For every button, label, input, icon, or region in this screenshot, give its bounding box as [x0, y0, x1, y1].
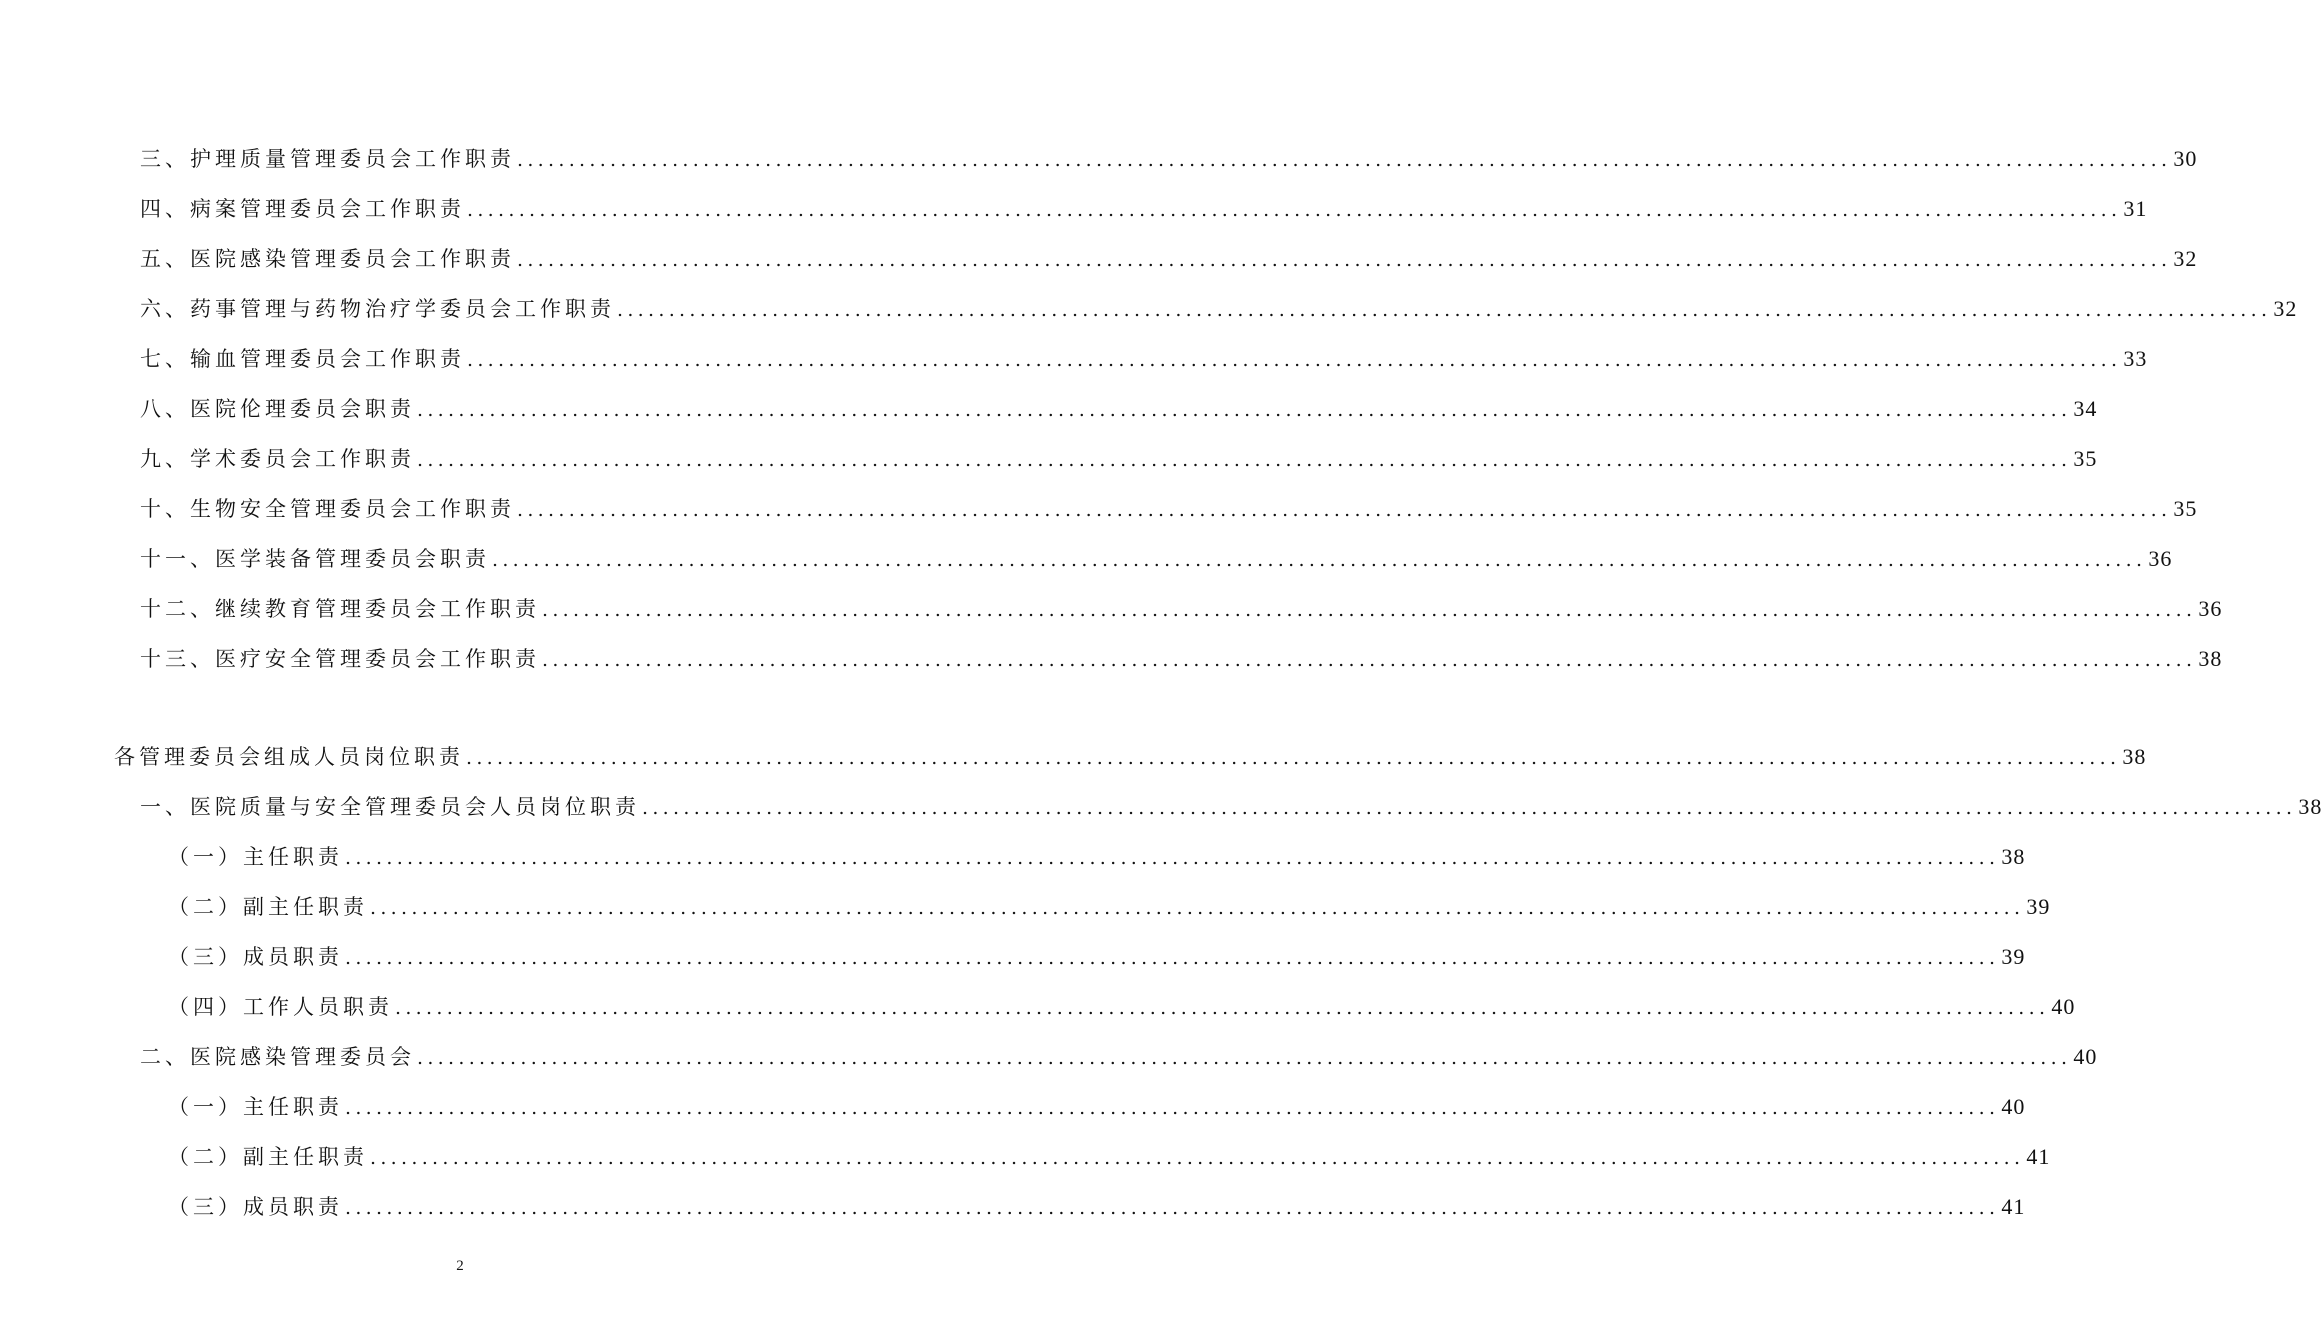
toc-entry[interactable]: [140, 534, 2173, 571]
toc-entry-title: 十一、医学装备管理委员会职责: [140, 547, 490, 571]
leader-dots: ................................................................................................................................................................: [467, 199, 2122, 221]
toc-entry[interactable]: [140, 134, 2198, 171]
toc-entry-page: 32: [2173, 246, 2198, 271]
leader-dots: ................................................................................................................................................................: [417, 1047, 2072, 1069]
toc-entry-title: 三、护理质量管理委员会工作职责: [140, 147, 515, 171]
toc-entry-title: 八、医院伦理委员会职责: [140, 397, 415, 421]
leader-dots: ................................................................................................................................................................: [542, 649, 2197, 671]
toc-entry[interactable]: [140, 334, 2148, 371]
toc-entry-title: （一）主任职责: [168, 845, 343, 869]
toc-entry-page: 38: [2001, 844, 2026, 869]
toc-entry-title: （二）副主任职责: [168, 1145, 368, 1169]
leader-dots: ................................................................................................................................................................: [345, 1197, 2000, 1219]
toc-entry[interactable]: [140, 782, 2322, 819]
toc-entry-page: 41: [2026, 1144, 2051, 1169]
toc-entry-title: 七、输血管理委员会工作职责: [140, 347, 465, 371]
leader-dots: ................................................................................................................................................................: [517, 249, 2172, 271]
toc-entry-title: 各管理委员会组成人员岗位职责: [114, 745, 464, 769]
toc-entry-page: 35: [2173, 496, 2198, 521]
toc-entry-title: （一）主任职责: [168, 1095, 343, 1119]
toc-entry-page: 38: [2298, 794, 2322, 819]
toc-entry-title: 二、医院感染管理委员会: [140, 1045, 415, 1069]
toc-entry-page: 30: [2173, 146, 2198, 171]
toc-subentry[interactable]: [168, 1132, 2051, 1169]
toc-entry[interactable]: [140, 284, 2298, 321]
toc-entry-title: 四、病案管理委员会工作职责: [140, 197, 465, 221]
leader-dots: ................................................................................................................................................................: [642, 797, 2297, 819]
toc-subentry[interactable]: [168, 1082, 2026, 1119]
leader-dots: ................................................................................................................................................................: [542, 599, 2197, 621]
toc-entry-page: 34: [2073, 396, 2098, 421]
page-number: 2: [456, 1258, 464, 1274]
toc-entry-page: 35: [2073, 446, 2098, 471]
toc-entry-page: 40: [2051, 994, 2076, 1019]
toc-entry[interactable]: [140, 434, 2098, 471]
leader-dots: ................................................................................................................................................................: [370, 1147, 2025, 1169]
toc-entry-title: （二）副主任职责: [168, 895, 368, 919]
leader-dots: ................................................................................................................................................................: [345, 1097, 2000, 1119]
leader-dots: ................................................................................................................................................................: [466, 747, 2121, 769]
toc-entry-page: 40: [2001, 1094, 2026, 1119]
toc-entry[interactable]: [140, 234, 2198, 271]
toc-entry-page: 38: [2122, 744, 2147, 769]
toc-entry-page: 32: [2273, 296, 2298, 321]
toc-subentry[interactable]: [168, 1182, 2026, 1219]
toc-entry-title: 一、医院质量与安全管理委员会人员岗位职责: [140, 795, 640, 819]
leader-dots: ................................................................................................................................................................: [492, 549, 2147, 571]
toc-entry-page: 38: [2198, 646, 2223, 671]
toc-entry-page: 41: [2001, 1194, 2026, 1219]
toc-entry-title: 十二、继续教育管理委员会工作职责: [140, 597, 540, 621]
toc-entry[interactable]: [140, 184, 2148, 221]
toc-entry[interactable]: [140, 584, 2223, 621]
toc-entry-page: 39: [2026, 894, 2051, 919]
toc-entry-title: （三）成员职责: [168, 945, 343, 969]
toc-subentry[interactable]: [168, 832, 2026, 869]
leader-dots: ................................................................................................................................................................: [467, 349, 2122, 371]
toc-entry-title: （三）成员职责: [168, 1195, 343, 1219]
leader-dots: ................................................................................................................................................................: [517, 149, 2172, 171]
toc-entry[interactable]: [140, 484, 2198, 521]
toc-subentry[interactable]: [168, 882, 2051, 919]
toc-subentry[interactable]: [168, 932, 2026, 969]
toc-entry-page: 33: [2123, 346, 2148, 371]
toc-entry-title: 十、生物安全管理委员会工作职责: [140, 497, 515, 521]
toc-entry-title: 九、学术委员会工作职责: [140, 447, 415, 471]
leader-dots: ................................................................................................................................................................: [417, 449, 2072, 471]
toc-entry[interactable]: [140, 384, 2098, 421]
toc-subentry[interactable]: [168, 982, 2076, 1019]
leader-dots: ................................................................................................................................................................: [395, 997, 2050, 1019]
toc-entry-page: 31: [2123, 196, 2148, 221]
toc-entry-page: 36: [2148, 546, 2173, 571]
toc-section-heading[interactable]: [114, 732, 2147, 769]
toc-entry-title: 五、医院感染管理委员会工作职责: [140, 247, 515, 271]
leader-dots: ................................................................................................................................................................: [370, 897, 2025, 919]
toc-entry-page: 40: [2073, 1044, 2098, 1069]
toc-entry[interactable]: [140, 634, 2223, 671]
leader-dots: ................................................................................................................................................................: [517, 499, 2172, 521]
leader-dots: ................................................................................................................................................................: [617, 299, 2272, 321]
toc-entry[interactable]: [140, 1032, 2098, 1069]
toc-entry-page: 36: [2198, 596, 2223, 621]
toc-entry-title: 十三、医疗安全管理委员会工作职责: [140, 647, 540, 671]
leader-dots: ................................................................................................................................................................: [417, 399, 2072, 421]
toc-entry-title: 六、药事管理与药物治疗学委员会工作职责: [140, 297, 615, 321]
toc-entry-page: 39: [2001, 944, 2026, 969]
leader-dots: ................................................................................................................................................................: [345, 847, 2000, 869]
leader-dots: ................................................................................................................................................................: [345, 947, 2000, 969]
toc-entry-title: （四）工作人员职责: [168, 995, 393, 1019]
